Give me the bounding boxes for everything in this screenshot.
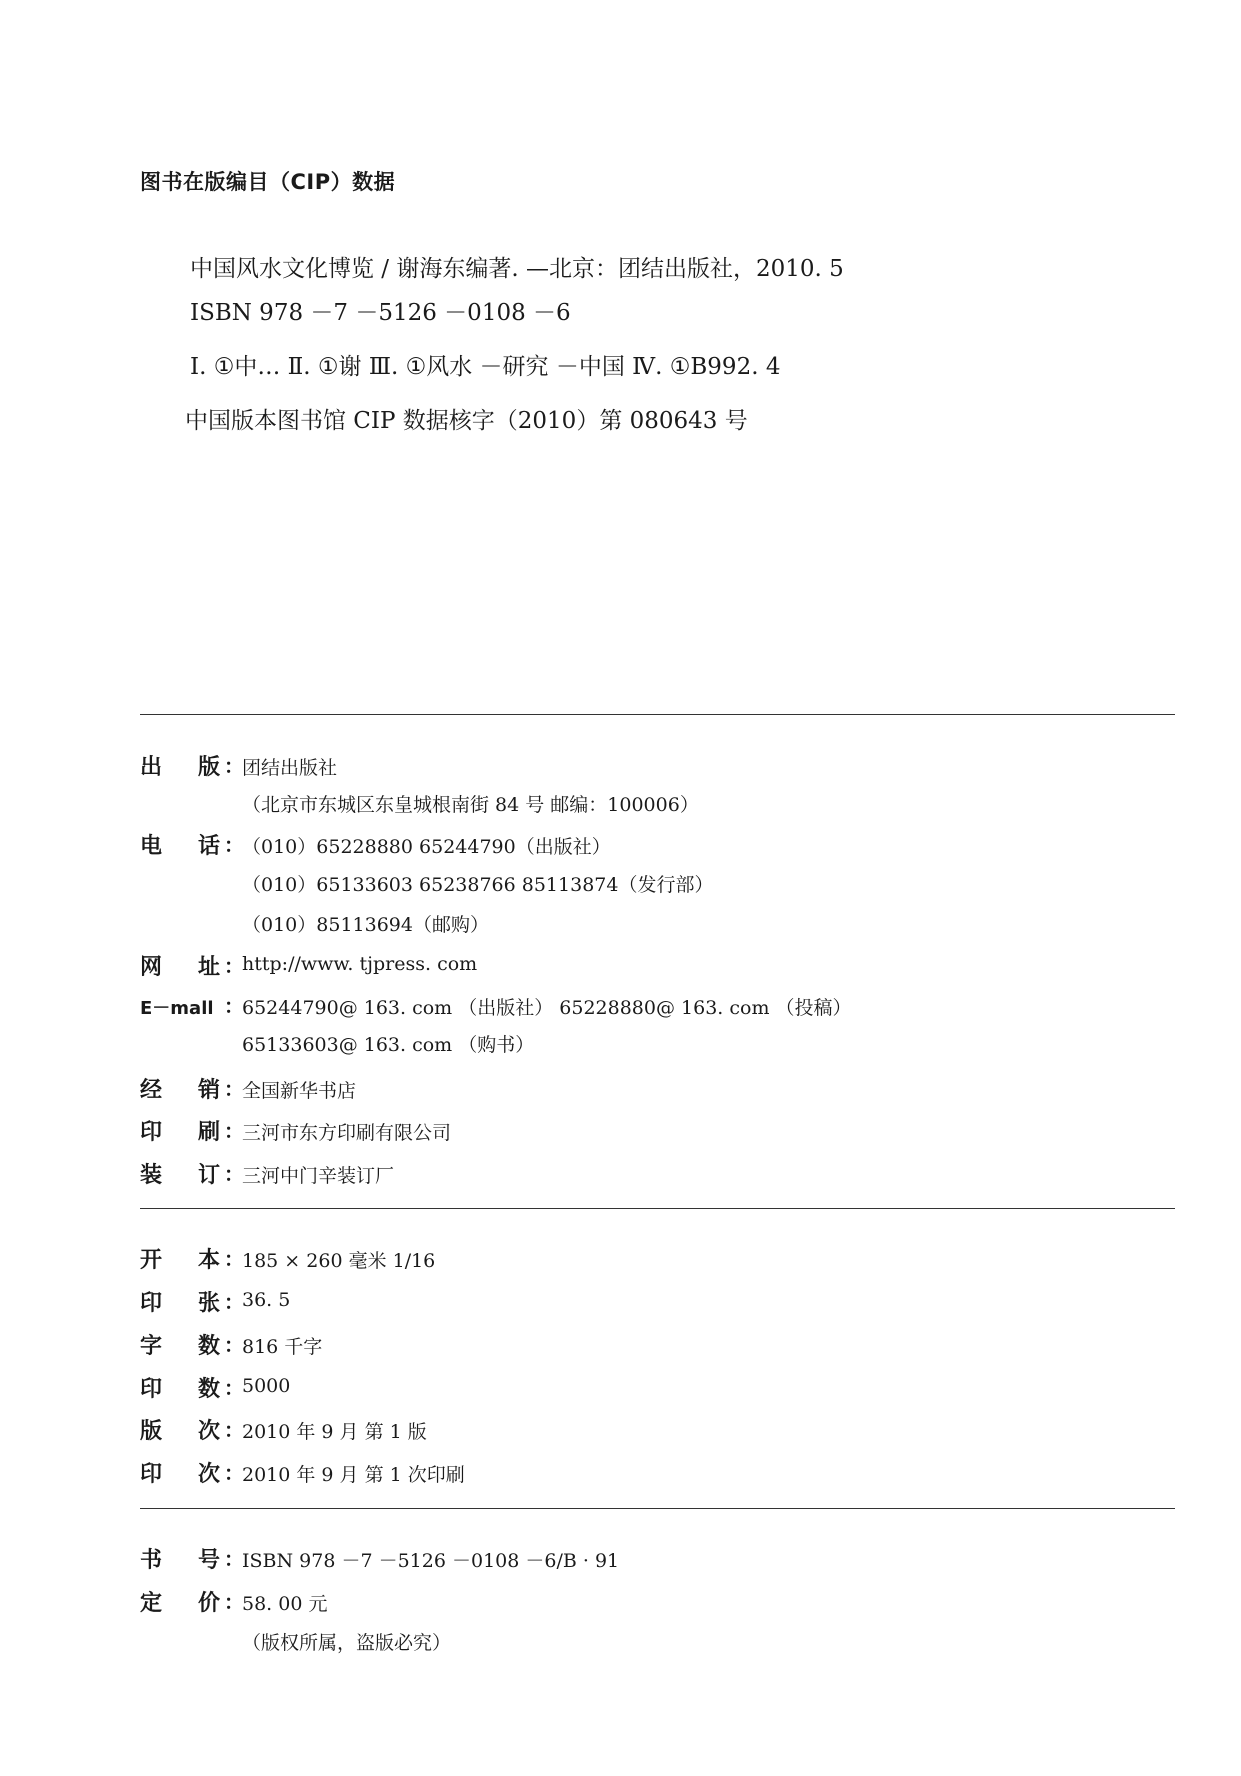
field-label: 印 刷 <box>140 1120 220 1145</box>
divider-rule <box>140 1208 1175 1209</box>
edition-value: 2010 年 9 月 第 1 版 <box>242 1421 427 1443</box>
website-value: http://www. tjpress. com <box>242 953 478 975</box>
publisher-value: 团结出版社 <box>242 757 338 779</box>
field-label: 开 本 <box>140 1248 220 1273</box>
field-label: 印 张 <box>140 1291 220 1316</box>
field-label: 书 号 <box>140 1548 220 1573</box>
word-count-value: 816 千字 <box>242 1336 323 1358</box>
field-label: E－mall <box>140 998 214 1019</box>
email-value: 65244790@ 163. com （出版社） 65228880@ 163. com （投稿） <box>242 997 852 1019</box>
binder-value: 三河中门辛装订厂 <box>242 1165 395 1187</box>
cip-isbn-line: ISBN 978 －7 －5126 －0108 －6 <box>190 300 571 326</box>
field-label: 装 订 <box>140 1163 220 1188</box>
book-number-value: ISBN 978 －7 －5126 －0108 －6/B · 91 <box>242 1550 620 1572</box>
field-label: 经 销 <box>140 1078 220 1103</box>
field-label: 字 数 <box>140 1334 220 1359</box>
phone-line-3: （010）85113694（邮购） <box>242 914 489 936</box>
copyright-notice: （版权所属，盗版必究） <box>242 1632 452 1654</box>
sheets-value: 36. 5 <box>242 1289 291 1311</box>
cip-heading: 图书在版编目（CIP）数据 <box>140 170 396 194</box>
phone-value: （010）65228880 65244790（出版社） <box>242 836 611 858</box>
cip-classification-line: Ⅰ. ①中… Ⅱ. ①谢 Ⅲ. ①风水 －研究 －中国 Ⅳ. ①B992. 4 <box>190 354 781 380</box>
phone-line-2: （010）65133603 65238766 85113874（发行部） <box>242 874 714 896</box>
publisher-address: （北京市东城区东皇城根南街 84 号 邮编：100006） <box>242 794 699 816</box>
email-line-2: 65133603@ 163. com （购书） <box>242 1034 535 1056</box>
format-value: 185 × 260 毫米 1/16 <box>242 1250 436 1272</box>
printing-value: 2010 年 9 月 第 1 次印刷 <box>242 1464 465 1486</box>
field-label: 印 次 <box>140 1462 220 1487</box>
field-label: 定 价 <box>140 1591 220 1616</box>
print-run-value: 5000 <box>242 1375 291 1397</box>
field-label: 出 版 <box>140 755 220 780</box>
printer-value: 三河市东方印刷有限公司 <box>242 1122 452 1144</box>
field-label: 电 话 <box>140 834 220 859</box>
cip-title-line: 中国风水文化博览 / 谢海东编著. —北京：团结出版社，2010. 5 <box>190 256 844 282</box>
distributor-value: 全国新华书店 <box>242 1080 357 1102</box>
field-label: 网 址 <box>140 955 220 980</box>
price-value: 58. 00 元 <box>242 1593 328 1615</box>
divider-rule <box>140 1508 1175 1509</box>
field-label: 版 次 <box>140 1419 220 1444</box>
field-label: 印 数 <box>140 1377 220 1402</box>
cip-record-number: 中国版本图书馆 CIP 数据核字（2010）第 080643 号 <box>185 408 748 434</box>
copyright-page: 图书在版编目（CIP）数据 中国风水文化博览 / 谢海东编著. —北京：团结出版社，2010. 5 ISBN 978 －7 －5126 －0108 －6 Ⅰ. ①中… Ⅱ. ①谢 Ⅲ. ①风水 －研究 －中国 Ⅳ. ①B992. 4 中国版本图书馆 CIP 数据核字（2010）第 080643 号 出 版 ： 团结出版社 （北京市东城区东皇城根南街 84 号 邮编：100006） 电 话 ： （010）65228880 65244790（出版社） （010）65133603 65238766 85113874（发行部） （010）85113694（邮购） 网 址 ： http://www. tjpress. com E－mall ： 65244790@ 163. com （出版社） 65228880@ 163. com （投稿） 65133603@ 163. com （购书） 经 销 ： 全国新华书店 印 刷 ： 三河市东方印刷有限公司 装 订 ： 三河中门辛装订厂 开 本 ： 185 × 260 毫米 1/16 印 张 ： 36. 5 字 数 ： 816 千字 印 数 ： 5000 版 次 ： 2010 年 9 月 第 1 版 印 次 ： 2010 年 9 月 第 1 次印刷 书 号 ： ISBN 978 －7 －5126 －0108 －6/B · 91 定 价 ： 58. 00 元 （版权所属，盗版必究） <box>0 0 1241 1776</box>
divider-rule <box>140 714 1175 715</box>
